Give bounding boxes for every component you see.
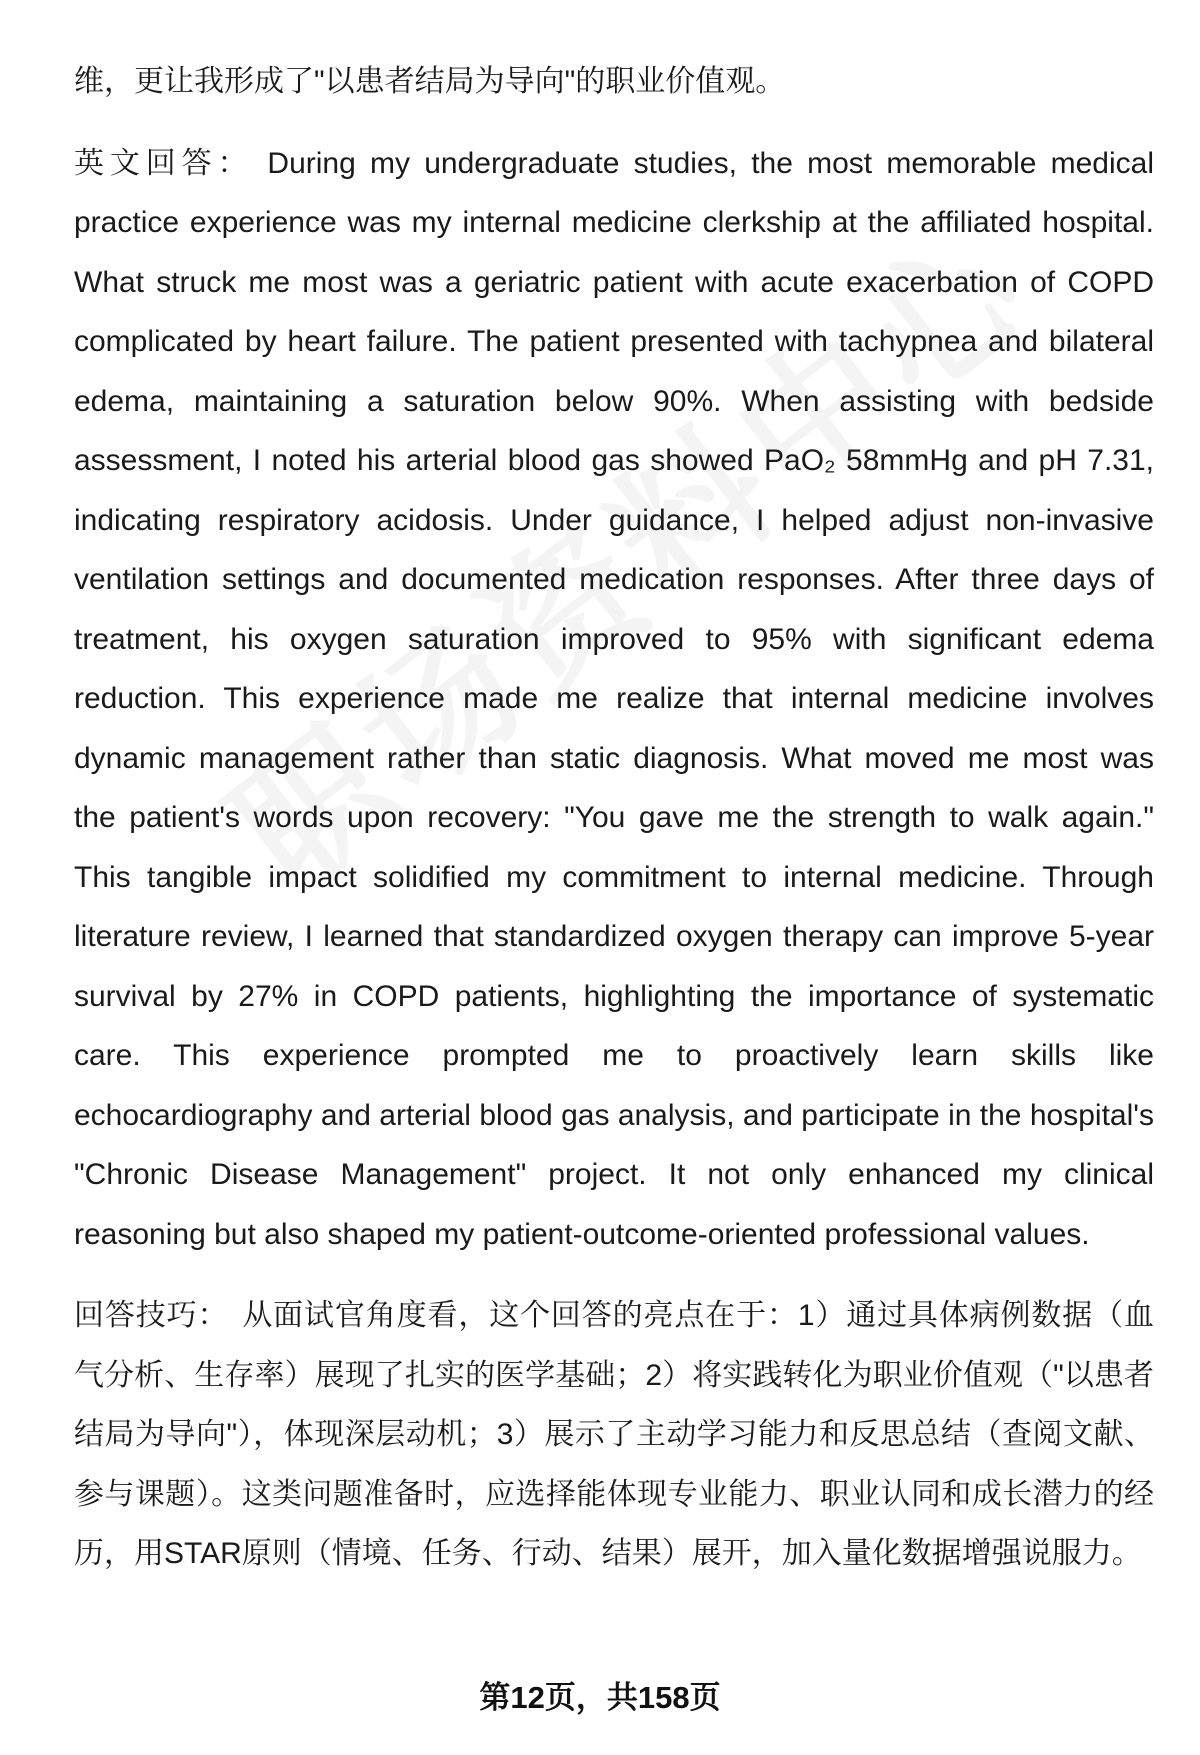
tips-paragraph xyxy=(74,1286,1154,1584)
document-body xyxy=(74,52,1154,1584)
english-answer-label: 英文回答： xyxy=(74,146,254,180)
english-answer-text: During my undergraduate studies, the most memorable medical practice experience was my internal medicine clerkship at the affiliated hospital. What struck me most was a geriatric patient with acute exacerbation of COPD complicated by heart failure. The patient presented with tachypnea and bilateral edema, maintaining a saturation below 90%. When assisting with bedside assessment, I noted his arterial blood gas showed PaO₂ 58mmHg and pH 7.31, indicating respiratory acidosis. Under guidance, I helped adjust non-invasive ventilation settings and documented medication responses. After three days of treatment, his oxygen saturation improved to 95% with significant edema reduction. This experience made me realize that internal medicine involves dynamic management rather than static diagnosis. What moved me most was the patient's words upon recovery: "You gave me the strength to walk again." This tangible impact solidified my commitment to internal medicine. Through literature review, I learned that standardized oxygen therapy can improve 5-year survival by 27% in COPD patients, highlighting the importance of systematic care. This experience prompted me to proactively learn skills like echocardiography and arterial blood gas analysis, and participate in the hospital's "Chronic Disease Management" project. It not only enhanced my clinical reasoning but also shaped my patient-outcome-oriented professional values. xyxy=(74,146,1155,1251)
tips-label: 回答技巧： xyxy=(74,1299,229,1332)
english-answer-paragraph xyxy=(74,134,1154,1265)
intro-paragraph xyxy=(74,52,1154,112)
page-number: 第12页，共158页 xyxy=(479,1680,721,1715)
intro-text: 维，更让我形成了"以患者结局为导向"的职业价值观。 xyxy=(74,65,786,98)
tips-text: 从面试官角度看，这个回答的亮点在于：1）通过具体病例数据（血气分析、生存率）展现了扎实的医学基础；2）将实践转化为职业价值观（"以患者结局为导向"），体现深层动机；3）展示了主动学习能力和反思总结（查阅文献、参与课题）。这类问题准备时，应选择能体现专业能力、职业认同和成长潜力的经历，用STAR原则（情境、任务、行动、结果）展开，加入量化数据增强说服力。 xyxy=(74,1299,1154,1570)
